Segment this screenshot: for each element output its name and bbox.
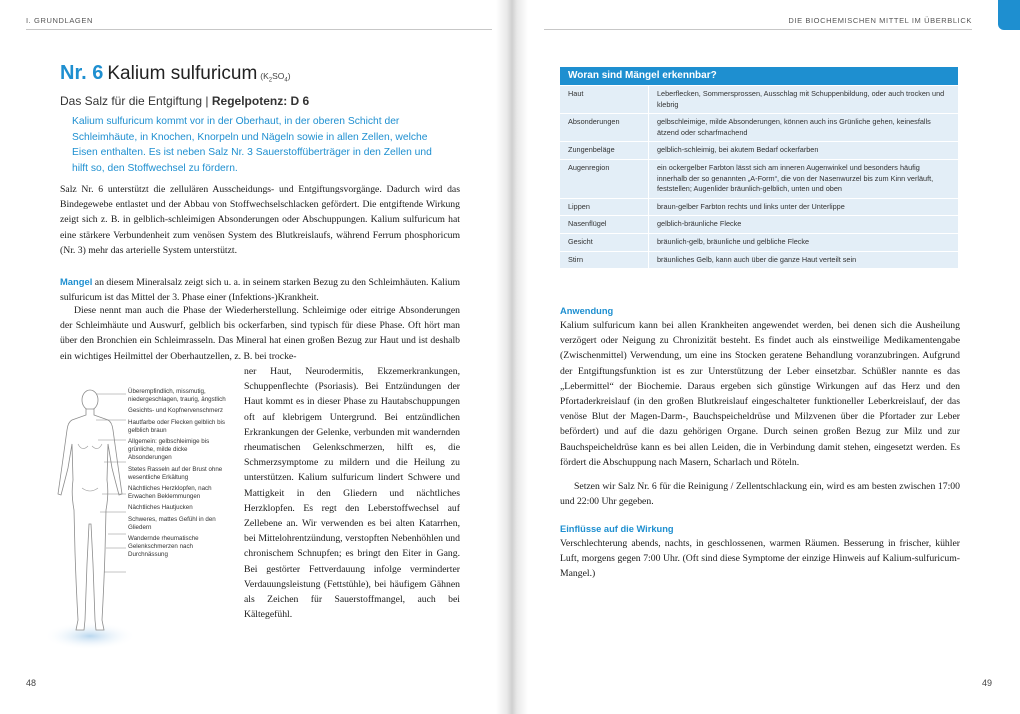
figure-label: Schweres, mattes Gefühl in den Gliedern (128, 515, 216, 531)
figure-label: Allgemein: gelbschleimige bis grünliche, milde dicke Absonderungen (128, 438, 210, 462)
deficiency-signs-table (560, 67, 958, 268)
keyword-mangel: Mangel (60, 276, 93, 287)
paragraph-4: ner Haut, Neurodermitis, Ekzemerkrankungen, Schuppenflechte (Psoriasis). Bei Entzündungen der Haut kommt es in dieser Phase zu Hautabschuppungen oft auf klebrigem Untergrund. Bei entzündlichen Erkrankungen der Gelenke, verbunden mit wandernden rheumatischen Gelenkschmerzen, hilft es, die Schmerzsymptome zu mildern und die Heilung zu unterstützen. Kalium sulfuricum lindert Schwere und Mattigkeit in den Gliedern und nächtliches Herzklopfen. Es regt den Leberstoffwechsel auf Zellebene an. Wir verwenden es bei alten Katarrhen, bei Mittelohrentzündung, verstopften Nebenhöhlen und chronischem Schnupfen; es bringt den Eiter in Gang. Bei gestörter Fettverdauung infolge verminderter Verdauungsleistung (Fettstühle), bei häufigem Gähnen als Zeichen für Sauerstoffmangel, auch bei Kältegefühl. (244, 366, 460, 621)
table-row-label: Augenregion (568, 162, 610, 172)
paragraph-2: Mangel an diesem Mineralsalz zeigt sich u. a. in seinem starken Bezug zu den Schleimhäuten. Kalium sulfuricum ist das Mittel der 3. Phase einer (Infektions-)Krankheit. (60, 276, 460, 304)
table-row-text: bräunliches Gelb, kann auch über die ganze Haut verteilt sein (648, 252, 958, 269)
figure-label: Nächtliches Herzklopfen, nach Erwachen Beklemmungen (128, 485, 212, 501)
body-figure-illustration (42, 384, 138, 656)
book-gutter (496, 0, 528, 714)
figure-label: Stetes Rasseln auf der Brust ohne wesentliche Erkältung (128, 465, 223, 481)
intro-text: Kalium sulfuricum kommt vor in der Oberhaut, in der oberen Schicht der Schleimhäute, in Knochen, Knorpeln und Nägeln sowie in allen Zellen, welche Eisen enthalten. Es ist neben Salz Nr. 3 Sauerstoffüberträger in den Zellen und hilft so, den Stoffwechsel zu fördern. (72, 116, 432, 174)
page-number-right: 49 (981, 678, 992, 688)
running-head-left: I. GRUNDLAGEN (26, 16, 93, 25)
table-row-text: bräunlich-gelb, bräunliche und gelbliche Flecke (648, 234, 958, 251)
table-body (560, 85, 958, 268)
remedy-number: Nr. 6 (60, 62, 104, 84)
page-number-left: 48 (26, 678, 37, 688)
table-row-text: gelbschleimige, milde Absonderungen, können auch ins Grünliche gehen, keinesfalls ätzend oder scharfmachend (648, 114, 958, 141)
paragraph-1: Salz Nr. 6 unterstützt die zellulären Ausscheidungs- und Entgiftungsvorgänge. Dadurch wird das Bindegewebe entlastet und der Abbau von Stoffwechselschlacken gefördert. Die entgiftende Wirkung zeigt sich z. B. in gelblich-schleimigen Absonderungen oder Abschuppungen. Kalium sulfuricum hat eine stärkere Verbundenheit zum venösen System des Blutkreislaufs, während Ferrum phosphoricum (Nr. 3) mehr das arterielle System unterstützt. (60, 184, 460, 256)
header-rule-right (544, 29, 972, 30)
page-title (60, 62, 291, 85)
left-page (0, 0, 508, 714)
einfluesse-paragraph: Verschlechterung abends, nachts, in geschlossenen, warmen Räumen. Besserung in frischer, kühler Luft, morgens gegen 7:00 Uhr. (Oft sind diese Symptome der einzige Hinweis auf Kalium-sulfuricum-Mangel.) (560, 538, 960, 580)
table-row-label: Haut (568, 89, 584, 98)
figure-label: Überempfindlich, missmutig, niedergeschlagen, traurig, ängstlich (128, 388, 226, 404)
table-row-text: braun-gelber Farbton rechts und links unter der Unterlippe (648, 199, 958, 216)
table-title: Woran sind Mängel erkennbar? (560, 67, 958, 85)
table-row-label: Stirn (568, 254, 584, 264)
figure-label: Hautfarbe oder Flecken gelblich bis gelblich braun (128, 418, 225, 434)
figure-label: Nächtliches Hautjucken (128, 504, 193, 512)
table-row-text: gelblich-bräunliche Flecke (648, 216, 958, 233)
table-row-label: Zungenbeläge (568, 145, 615, 155)
header-rule-left (26, 29, 492, 30)
table-row (560, 113, 958, 141)
figure-label: Gesichts- und Kopfnervenschmerz (128, 407, 223, 415)
table-row (560, 159, 958, 198)
remedy-name: Kalium sulfuricum (107, 63, 258, 84)
table-row-label: Absonderungen (568, 117, 620, 127)
section-heading-anwendung: Anwendung (560, 306, 614, 316)
table-row-text: Leberflecken, Sommersprossen, Ausschlag mit Schuppenbildung, oder auch trocken und klebrig (648, 86, 958, 113)
table-row (560, 198, 958, 216)
chemical-formula: $(K_2SO_4)$ (260, 71, 291, 84)
table-row-text: ein ockergelber Farbton lässt sich am inneren Augenwinkel und besonders häufig innerhalb der so genannten „A-Form“, die von der Nasenwurzel bis zum Kinn verläuft, feststellen; Augenlider bräunlich-gelblich, unten und oben (648, 160, 958, 198)
running-head-right: DIE BIOCHEMISCHEN MITTEL IM ÜBERBLICK (788, 16, 972, 25)
table-row (560, 85, 958, 113)
chapter-tab-marker (998, 0, 1020, 30)
table-row-text: gelblich-schleimig, bei akutem Bedarf ockerfarben (648, 142, 958, 159)
table-row (560, 141, 958, 159)
figure-labels (128, 388, 228, 563)
paragraph-3: Diese nennt man auch die Phase der Wiederherstellung. Schleimige oder eitrige Absonderungen der Schleimhäute und Auswurf, gelblich bis ockerfarben, sind typisch für diese Phase. Oft hört man über den Bronchien ein Schleimrasseln. Das Mineral hat einen großen Bezug zur Haut und ist deshalb ein wichtiges Heilmittel der Oberhautzellen, z. B. bei trocke- (60, 305, 460, 362)
table-row-label: Nasenflügel (568, 219, 607, 229)
anwendung-paragraph-2: Setzen wir Salz Nr. 6 für die Reinigung / Zellentschlackung ein, wird es am besten zwischen 17:00 und 22:00 Uhr gegeben. (560, 481, 960, 508)
table-row (560, 233, 958, 251)
section-heading-einfluesse: Einflüsse auf die Wirkung (560, 524, 674, 534)
table-row (560, 251, 958, 269)
table-row (560, 215, 958, 233)
subtitle: Das Salz für die Entgiftung | Regelpotenz: D 6 (60, 94, 310, 108)
table-row-label: Lippen (568, 201, 590, 211)
table-row-label: Gesicht (568, 236, 593, 246)
figure-label: Wandernde rheumatische Gelenkschmerzen nach Durchnässung (128, 535, 199, 559)
anwendung-paragraph-1: Kalium sulfuricum kann bei allen Krankheiten angewendet werden, bei denen sich die Ausheilung verzögert oder Neigung zu Chronizität besteht. Es findet auch als einstweilige Medikamentengabe (Zwischenmittel) Verwendung, um eine ins Stocken geratene Behandlung voranzubringen. Aufgrund der Entgiftungsfunktion ist es zur Unterstützung der Leber einsetzbar. Schüßler nannte es das „Lebermittel“ der Biochemie. Daraus ergeben sich günstige Wirkungen auf das Herz und den Pfortaderkreislauf (in den großen Blutkreislauf eingeschalteter funktioneller Leberkreislauf, der das venöse Blut der Magen-Darm-, Bauchspeicheldrüse und Milzvenen über die Pfortader zur Leber befördert) und auf die dazu gehörigen Organe. Durch seinen großen Bezug zur Milz und zur Bauchspeicheldrüse kann es bei allen Leiden, die in Verbindung damit stehen, eingesetzt werden. Es fördert die Abschuppung nach Masern, Scharlach und Röteln. (560, 320, 960, 468)
